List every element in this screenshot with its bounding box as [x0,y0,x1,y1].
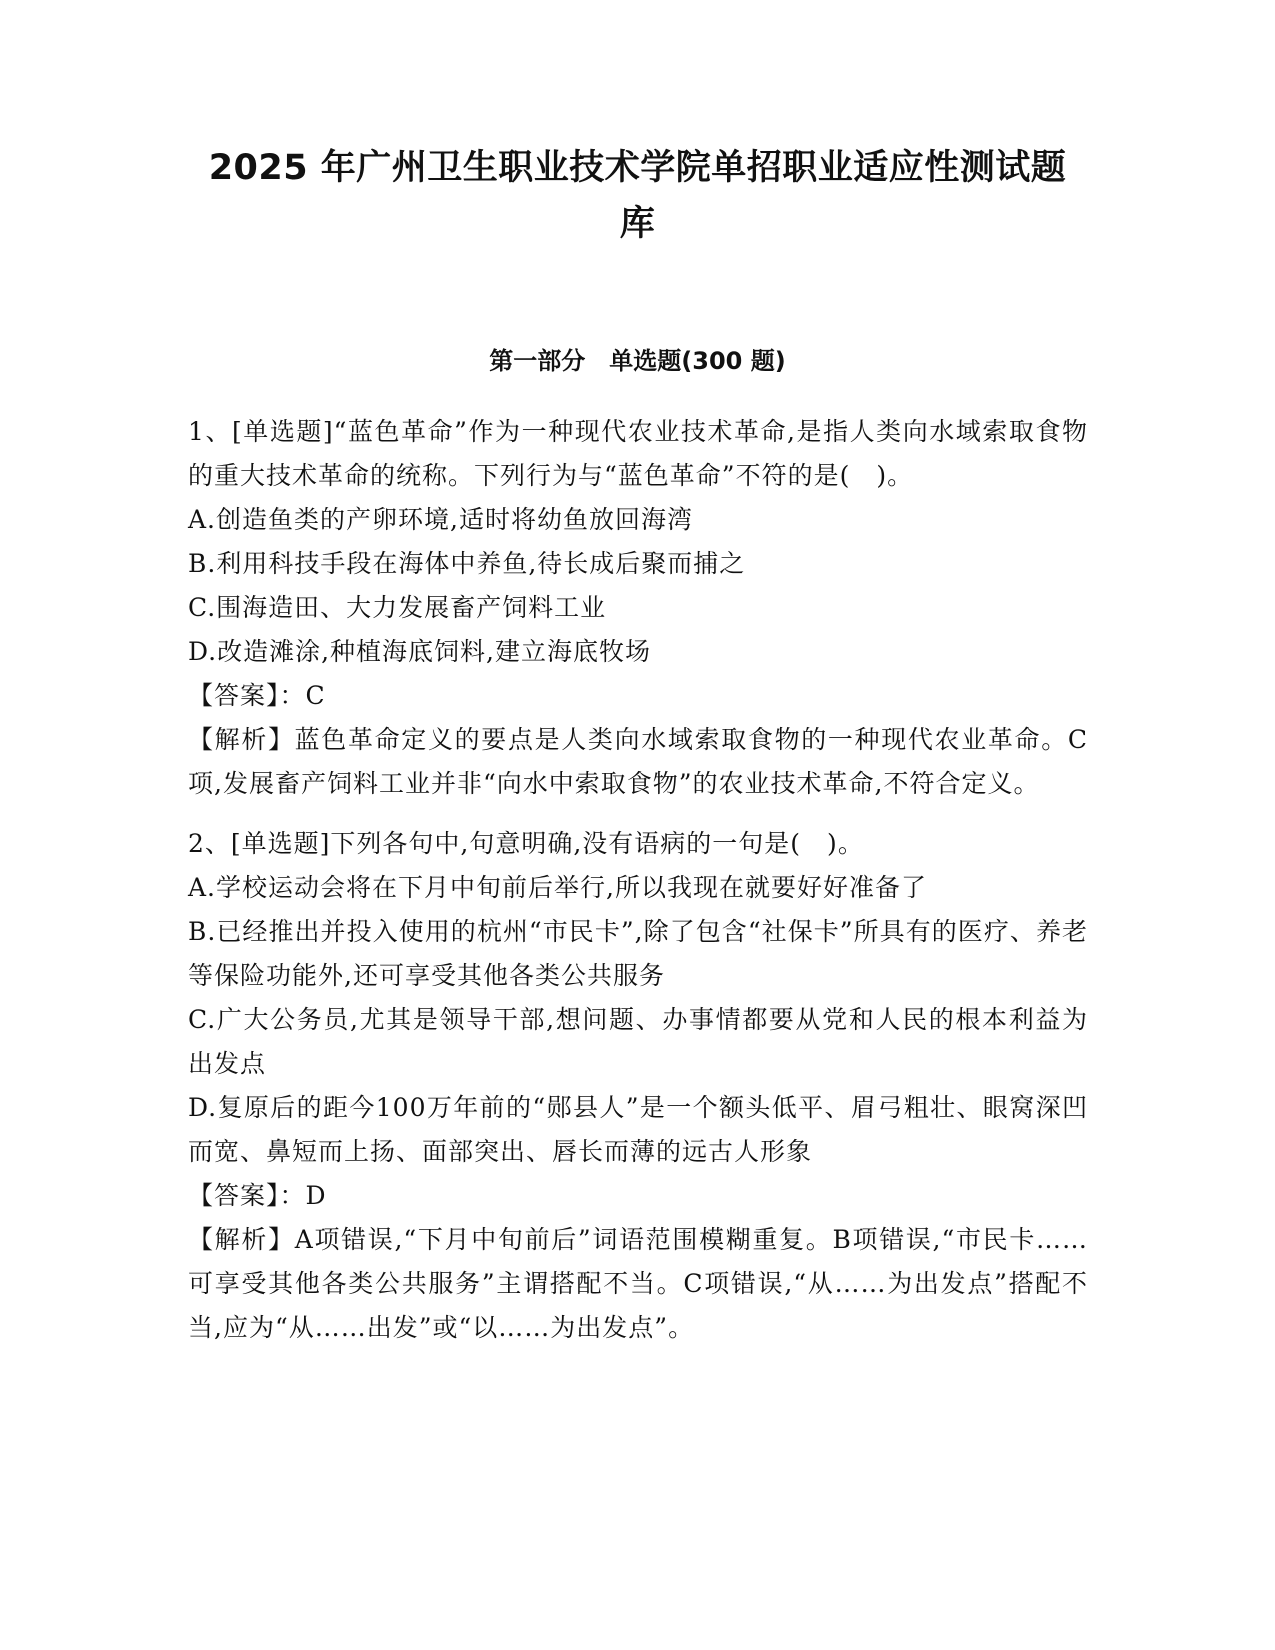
document-title-line-1: 2025 年广州卫生职业技术学院单招职业适应性测试题 [208,148,1067,188]
question-list [188,410,1088,1350]
question-stem: 1、[单选题]“蓝色革命”作为一种现代农业技术革命,是指人类向水域索取食物的重大技术革命的统称。下列行为与“蓝色革命”不符的是( )。 [188,417,1088,490]
document-title-line-2: 库 [619,204,656,244]
section-title: 第一部分 单选题(300 题) [489,347,786,375]
option-a: A.创造鱼类的产卵环境,适时将幼鱼放回海湾 [188,505,693,534]
question-stem: 2、[单选题]下列各句中,句意明确,没有语病的一句是( )。 [188,829,864,858]
question-1 [188,410,1088,806]
answer: 【答案】：D [188,1181,327,1210]
question-2 [188,822,1088,1350]
option-b: B.已经推出并投入使用的杭州“市民卡”,除了包含“社保卡”所具有的医疗、养老等保险功能外,还可享受其他各类公共服务 [188,917,1088,990]
answer: 【答案】：C [188,681,326,710]
option-c: C.广大公务员,尤其是领导干部,想问题、办事情都要从党和人民的根本利益为出发点 [188,1005,1088,1078]
option-d: D.改造滩涂,种植海底饲料,建立海底牧场 [188,637,651,666]
option-c: C.围海造田、大力发展畜产饲料工业 [188,593,607,622]
option-b: B.利用科技手段在海体中养鱼,待长成后聚而捕之 [188,549,746,578]
option-a: A.学校运动会将在下月中旬前后举行,所以我现在就要好好准备了 [188,873,927,902]
analysis: 【解析】A项错误,“下月中旬前后”词语范围模糊重复。B项错误,“市民卡……可享受其他各类公共服务”主谓搭配不当。C项错误,“从……为出发点”搭配不当,应为“从……出发”或“以……为出发点”。 [188,1225,1088,1342]
analysis: 【解析】蓝色革命定义的要点是人类向水域索取食物的一种现代农业革命。C项,发展畜产饲料工业并非“向水中索取食物”的农业技术革命,不符合定义。 [188,725,1088,798]
option-d: D.复原后的距今100万年前的“郧县人”是一个额头低平、眉弓粗壮、眼窝深凹而宽、鼻短而上扬、面部突出、唇长而薄的远古人形象 [188,1093,1088,1166]
document-title [150,140,1125,252]
